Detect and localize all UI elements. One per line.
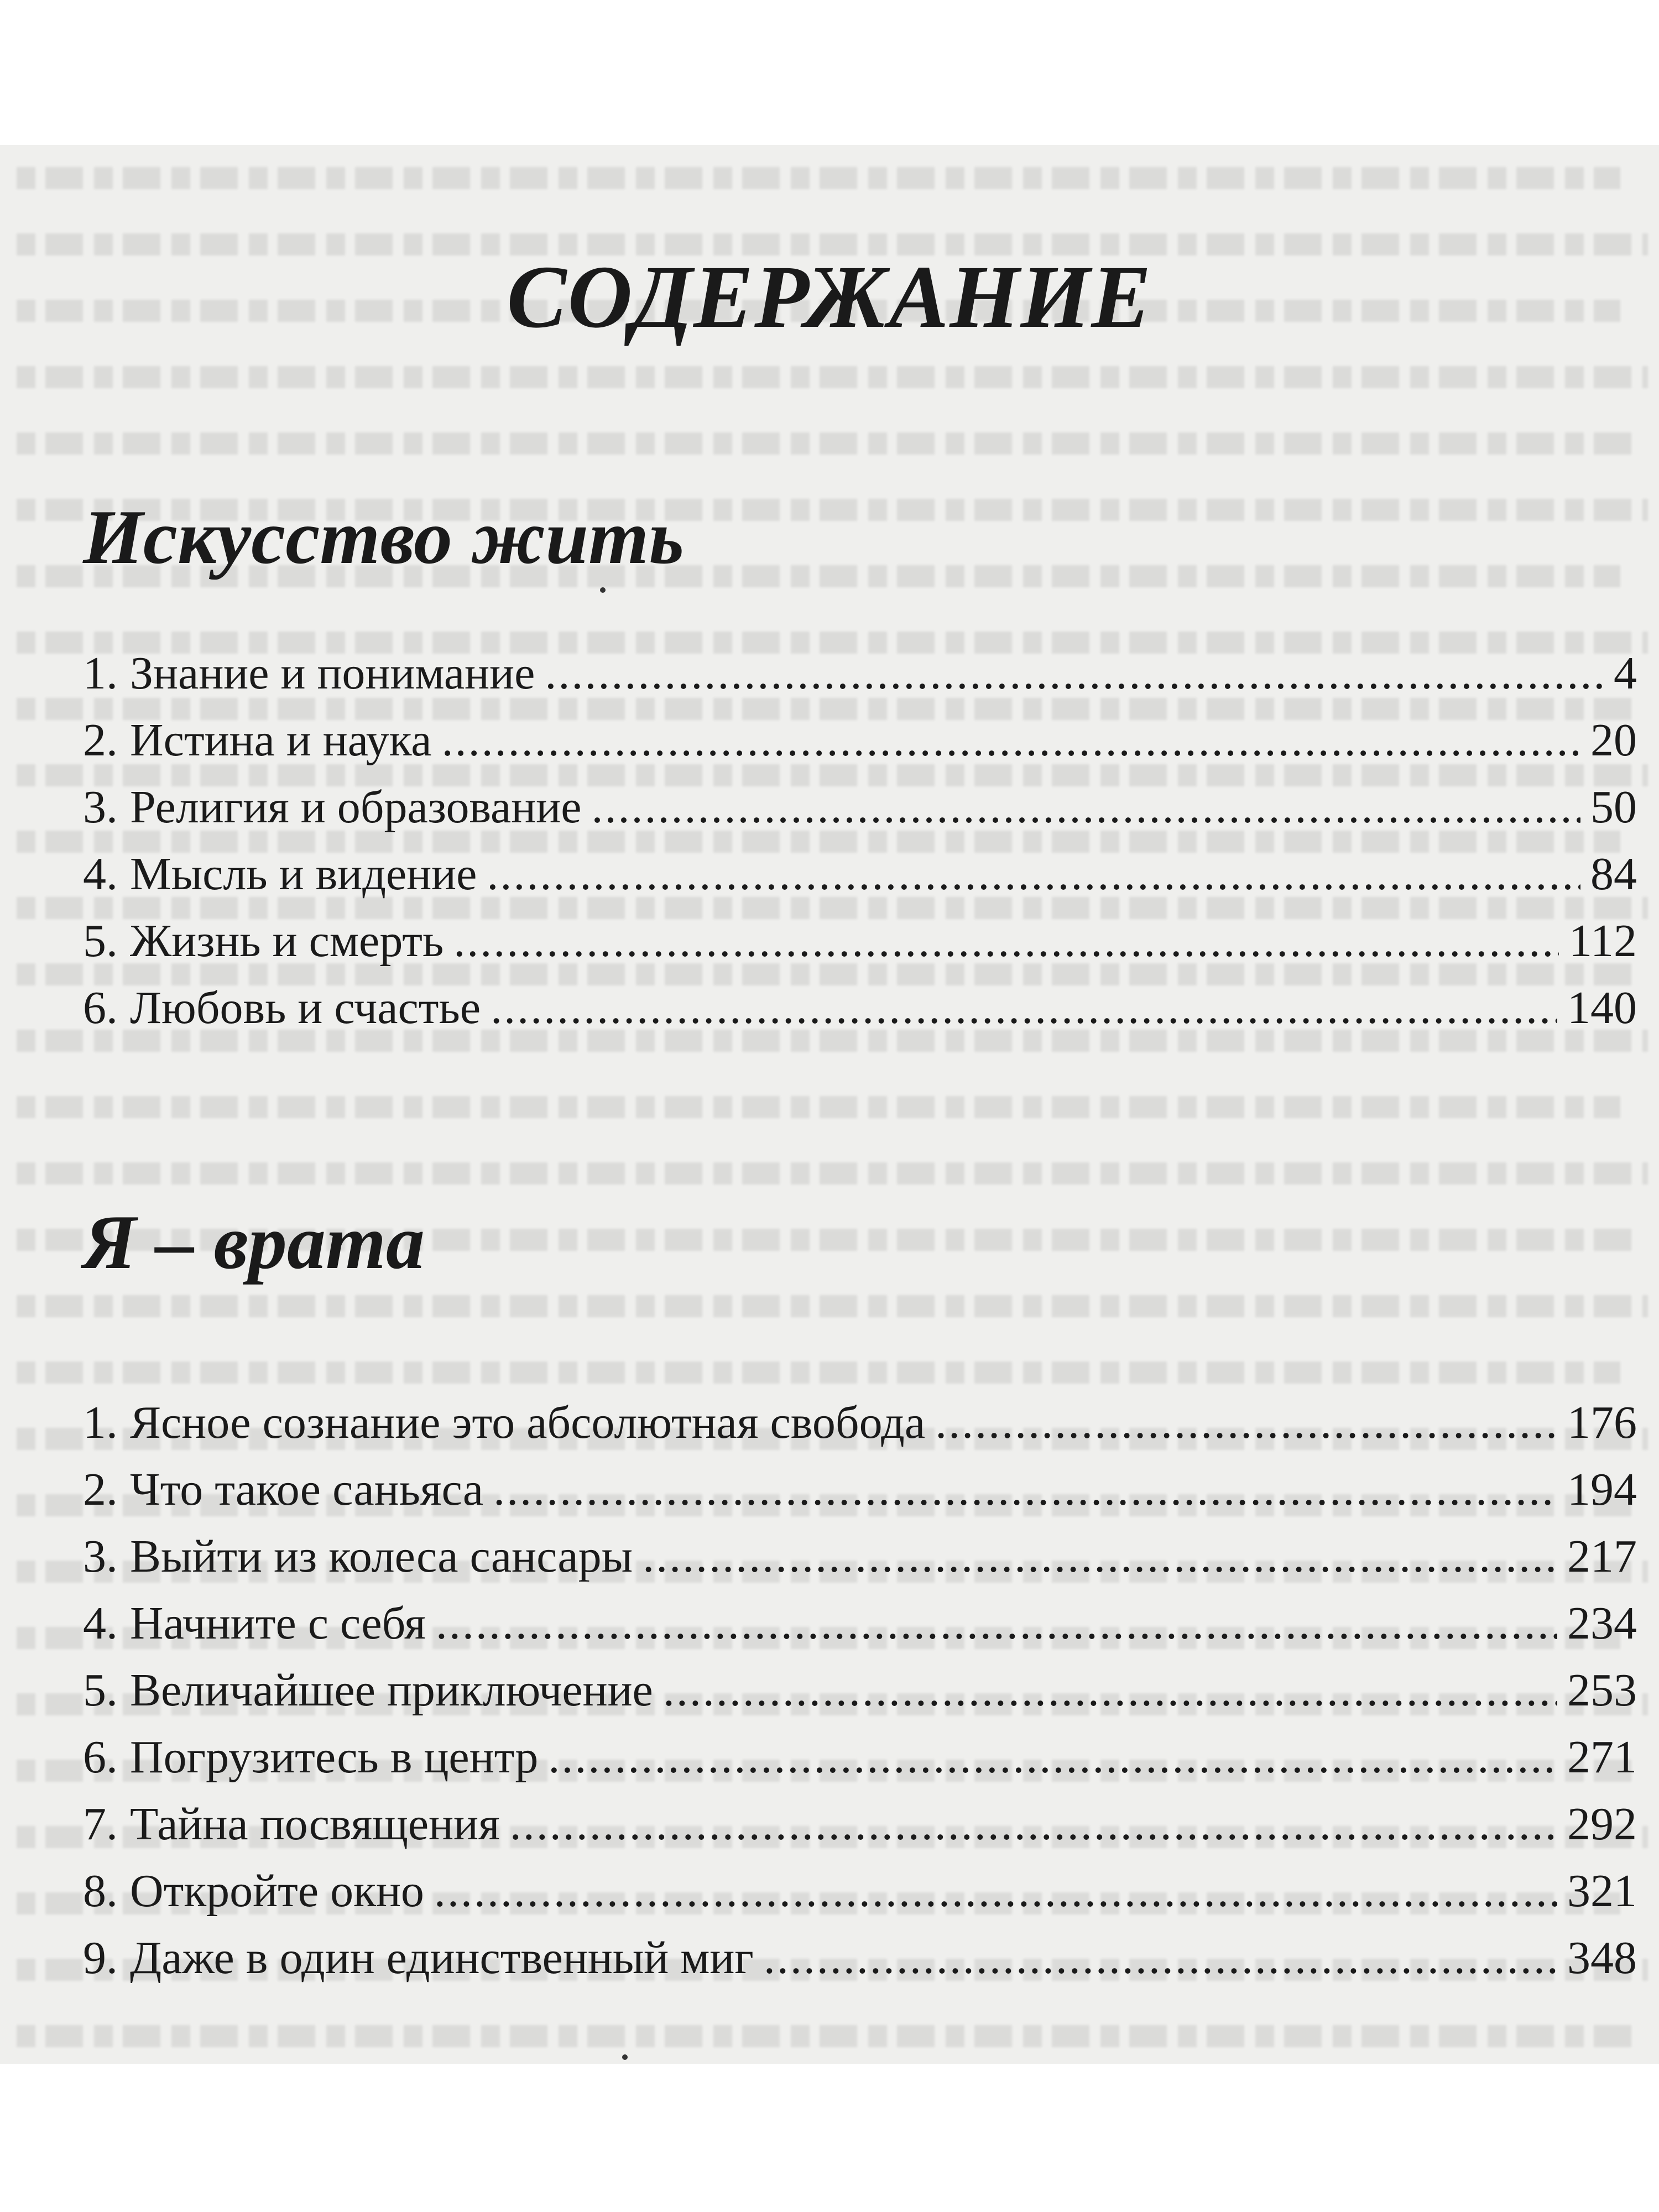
- entry-number: 5.: [83, 1665, 118, 1716]
- entry-number: 5.: [83, 915, 118, 967]
- print-speck: [600, 587, 606, 593]
- toc-entry[interactable]: [83, 1389, 1637, 1456]
- dot-leader: [442, 707, 1580, 774]
- entry-title: Тайна посвящения: [130, 1798, 500, 1850]
- page-title: СОДЕРЖАНИЕ: [507, 248, 1152, 347]
- section-heading-i-am-the-gate: Я – врата: [83, 1199, 425, 1285]
- dot-leader: [764, 1924, 1557, 1991]
- entry-title: Начните с себя: [130, 1598, 426, 1649]
- entry-page-number: 321: [1567, 1865, 1637, 1917]
- entry-title: Любовь и счастье: [130, 982, 481, 1034]
- toc-entry[interactable]: [83, 841, 1637, 907]
- entry-number: 7.: [83, 1798, 118, 1850]
- dot-leader: [493, 1456, 1557, 1523]
- dot-leader: [491, 974, 1557, 1041]
- toc-entry[interactable]: [83, 1456, 1637, 1523]
- toc-list-section-1: [83, 640, 1637, 1041]
- entry-number: 2.: [83, 714, 118, 766]
- entry-number: 1.: [83, 648, 118, 699]
- entry-title: Религия и образование: [130, 781, 582, 833]
- entry-title: Величайшее приключение: [130, 1665, 653, 1716]
- entry-number: 3.: [83, 781, 118, 833]
- toc-entry[interactable]: [83, 1858, 1637, 1924]
- dot-leader: [663, 1657, 1557, 1724]
- toc-entry[interactable]: [83, 1657, 1637, 1724]
- entry-number: 9.: [83, 1932, 118, 1984]
- toc-entry[interactable]: [83, 1924, 1637, 1991]
- entry-page-number: 4: [1614, 648, 1637, 699]
- dot-leader: [510, 1791, 1557, 1858]
- entry-number: 3.: [83, 1531, 118, 1582]
- entry-page-number: 140: [1567, 982, 1637, 1034]
- print-speck: [622, 2054, 628, 2060]
- dot-leader: [434, 1858, 1557, 1924]
- entry-title: Мысль и видение: [130, 848, 477, 900]
- toc-entry[interactable]: [83, 707, 1637, 774]
- entry-page-number: 84: [1590, 848, 1637, 900]
- toc-entry[interactable]: [83, 774, 1637, 841]
- entry-number: 6.: [83, 982, 118, 1034]
- dot-leader: [548, 1724, 1557, 1791]
- toc-entry[interactable]: [83, 1523, 1637, 1590]
- entry-title: Жизнь и смерть: [130, 915, 444, 967]
- entry-page-number: 348: [1567, 1932, 1637, 1984]
- dot-leader: [436, 1590, 1557, 1657]
- toc-entry[interactable]: [83, 640, 1637, 707]
- entry-number: 8.: [83, 1865, 118, 1917]
- entry-number: 1.: [83, 1397, 118, 1448]
- entry-title: Что такое саньяса: [130, 1464, 484, 1515]
- toc-entry[interactable]: [83, 1724, 1637, 1791]
- entry-title: Откройте окно: [130, 1865, 424, 1917]
- toc-entry[interactable]: [83, 1791, 1637, 1858]
- entry-page-number: 194: [1567, 1464, 1637, 1515]
- dot-leader: [545, 640, 1604, 707]
- entry-page-number: 253: [1567, 1665, 1637, 1716]
- entry-title: Погрузитесь в центр: [130, 1731, 539, 1783]
- book-page: [0, 145, 1659, 2064]
- section-heading-art-of-living: Искусство жить: [83, 494, 685, 580]
- entry-page-number: 176: [1567, 1397, 1637, 1448]
- entry-number: 6.: [83, 1731, 118, 1783]
- entry-title: Выйти из колеса сансары: [130, 1531, 633, 1582]
- dot-leader: [592, 774, 1581, 841]
- dot-leader: [487, 841, 1580, 907]
- entry-number: 4.: [83, 1598, 118, 1649]
- toc-entry[interactable]: [83, 907, 1637, 974]
- dot-leader: [935, 1389, 1557, 1456]
- entry-page-number: 292: [1567, 1798, 1637, 1850]
- entry-page-number: 217: [1567, 1531, 1637, 1582]
- entry-page-number: 50: [1590, 781, 1637, 833]
- dot-leader: [643, 1523, 1557, 1590]
- dot-leader: [453, 907, 1559, 974]
- entry-title: Даже в один единственный миг: [130, 1932, 754, 1984]
- entry-title: Ясное сознание это абсолютная свобода: [130, 1397, 926, 1448]
- toc-entry[interactable]: [83, 1590, 1637, 1657]
- entry-number: 4.: [83, 848, 118, 900]
- entry-page-number: 271: [1567, 1731, 1637, 1783]
- entry-page-number: 20: [1590, 714, 1637, 766]
- entry-page-number: 112: [1569, 915, 1637, 967]
- toc-list-section-2: [83, 1389, 1637, 1991]
- entry-title: Истина и наука: [130, 714, 432, 766]
- entry-title: Знание и понимание: [130, 648, 535, 699]
- entry-page-number: 234: [1567, 1598, 1637, 1649]
- entry-number: 2.: [83, 1464, 118, 1515]
- toc-entry[interactable]: [83, 974, 1637, 1041]
